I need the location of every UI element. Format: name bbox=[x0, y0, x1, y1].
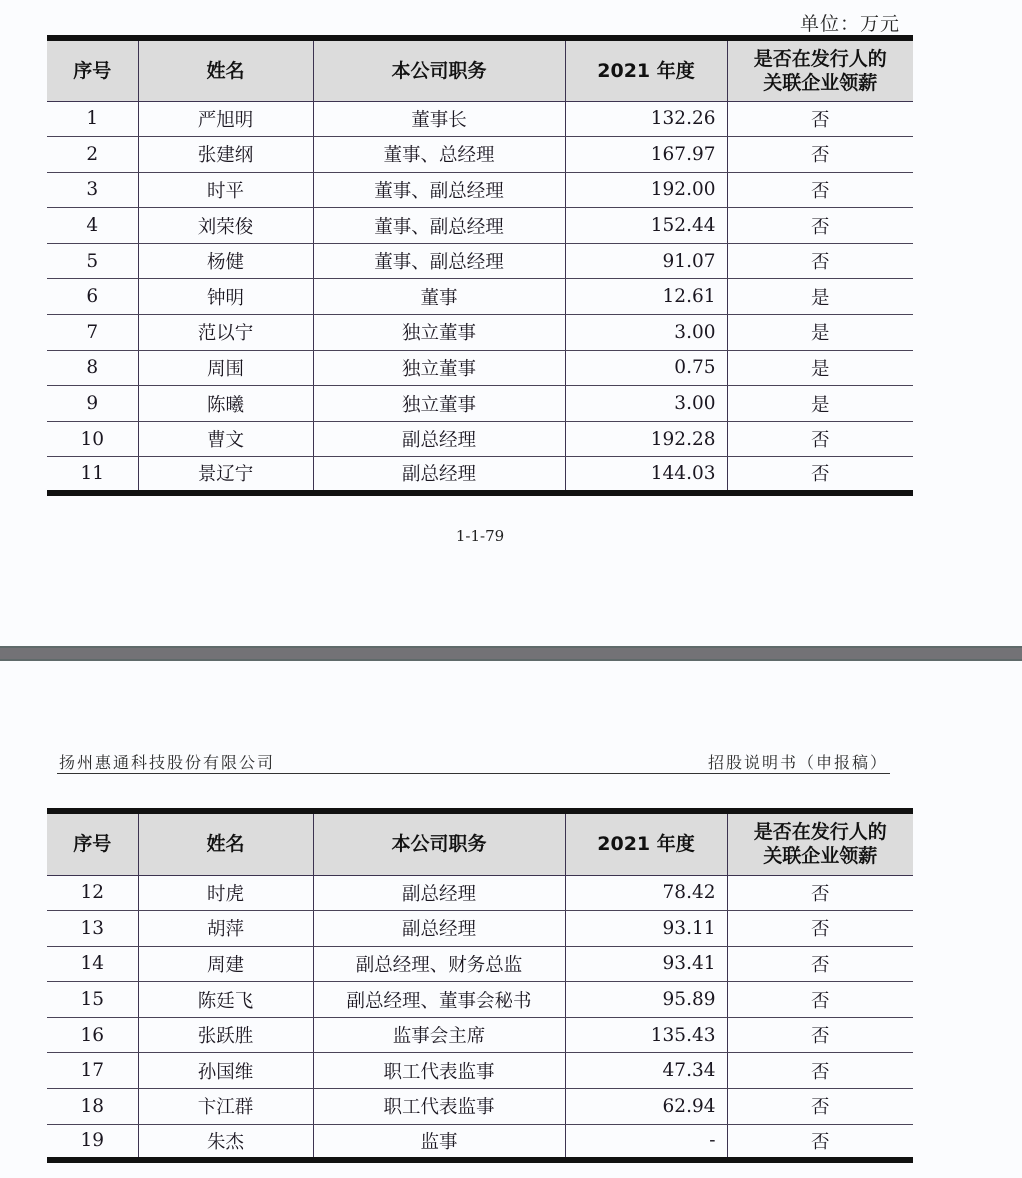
header-index: 序号 bbox=[47, 38, 138, 101]
cell-index: 18 bbox=[47, 1089, 138, 1125]
cell-amount: 135.43 bbox=[565, 1017, 727, 1053]
cell-amount: 3.00 bbox=[565, 315, 727, 351]
cell-position: 董事、副总经理 bbox=[313, 243, 565, 279]
cell-position: 董事 bbox=[313, 279, 565, 315]
compensation-table-part-2 bbox=[47, 808, 913, 1163]
table-row bbox=[47, 421, 913, 457]
cell-amount: 47.34 bbox=[565, 1053, 727, 1089]
cell-related-pay: 是 bbox=[727, 350, 913, 386]
table-row bbox=[47, 911, 913, 947]
cell-amount: 144.03 bbox=[565, 457, 727, 493]
cell-amount: 3.00 bbox=[565, 386, 727, 422]
cell-name: 周围 bbox=[138, 350, 313, 386]
cell-position: 独立董事 bbox=[313, 350, 565, 386]
cell-name: 朱杰 bbox=[138, 1124, 313, 1160]
cell-name: 范以宁 bbox=[138, 315, 313, 351]
cell-name: 陈曦 bbox=[138, 386, 313, 422]
cell-amount: 132.26 bbox=[565, 101, 727, 137]
cell-related-pay: 否 bbox=[727, 1017, 913, 1053]
table-row bbox=[47, 243, 913, 279]
table-row bbox=[47, 946, 913, 982]
cell-index: 5 bbox=[47, 243, 138, 279]
cell-name: 张跃胜 bbox=[138, 1017, 313, 1053]
cell-index: 7 bbox=[47, 315, 138, 351]
cell-related-pay: 否 bbox=[727, 243, 913, 279]
table-row bbox=[47, 350, 913, 386]
cell-related-pay: 否 bbox=[727, 982, 913, 1018]
cell-index: 17 bbox=[47, 1053, 138, 1089]
cell-position: 董事、总经理 bbox=[313, 137, 565, 173]
cell-related-pay: 否 bbox=[727, 421, 913, 457]
header-name: 姓名 bbox=[138, 811, 313, 875]
cell-position: 副总经理、财务总监 bbox=[313, 946, 565, 982]
cell-related-pay: 是 bbox=[727, 386, 913, 422]
cell-amount: 192.28 bbox=[565, 421, 727, 457]
header-position: 本公司职务 bbox=[313, 811, 565, 875]
cell-name: 周建 bbox=[138, 946, 313, 982]
cell-name: 时平 bbox=[138, 172, 313, 208]
cell-related-pay: 否 bbox=[727, 911, 913, 947]
table-row bbox=[47, 208, 913, 244]
cell-index: 12 bbox=[47, 875, 138, 911]
table-header-row bbox=[47, 38, 913, 101]
table-header-row bbox=[47, 811, 913, 875]
cell-related-pay: 否 bbox=[727, 137, 913, 173]
header-position: 本公司职务 bbox=[313, 38, 565, 101]
cell-position: 独立董事 bbox=[313, 386, 565, 422]
cell-name: 刘荣俊 bbox=[138, 208, 313, 244]
cell-amount: 93.11 bbox=[565, 911, 727, 947]
cell-index: 10 bbox=[47, 421, 138, 457]
cell-name: 孙国维 bbox=[138, 1053, 313, 1089]
cell-index: 16 bbox=[47, 1017, 138, 1053]
cell-amount: 152.44 bbox=[565, 208, 727, 244]
cell-name: 钟明 bbox=[138, 279, 313, 315]
cell-amount: 192.00 bbox=[565, 172, 727, 208]
cell-index: 11 bbox=[47, 457, 138, 493]
cell-name: 胡萍 bbox=[138, 911, 313, 947]
cell-index: 9 bbox=[47, 386, 138, 422]
cell-name: 曹文 bbox=[138, 421, 313, 457]
cell-position: 职工代表监事 bbox=[313, 1089, 565, 1125]
table-row bbox=[47, 1089, 913, 1125]
cell-amount: 93.41 bbox=[565, 946, 727, 982]
header-related-line1: 是否在发行人的 bbox=[753, 47, 887, 70]
page-number: 1-1-79 bbox=[455, 527, 505, 545]
cell-amount: 12.61 bbox=[565, 279, 727, 315]
cell-position: 副总经理、董事会秘书 bbox=[313, 982, 565, 1018]
header-year: 2021 年度 bbox=[565, 811, 727, 875]
table-row bbox=[47, 137, 913, 173]
cell-position: 副总经理 bbox=[313, 421, 565, 457]
header-name: 姓名 bbox=[138, 38, 313, 101]
running-header bbox=[57, 750, 890, 774]
cell-related-pay: 否 bbox=[727, 101, 913, 137]
company-name: 扬州惠通科技股份有限公司 bbox=[59, 753, 276, 772]
cell-index: 19 bbox=[47, 1124, 138, 1160]
cell-index: 8 bbox=[47, 350, 138, 386]
document-page-2 bbox=[0, 661, 1022, 1178]
table-row bbox=[47, 875, 913, 911]
cell-position: 独立董事 bbox=[313, 315, 565, 351]
cell-related-pay: 是 bbox=[727, 279, 913, 315]
cell-index: 2 bbox=[47, 137, 138, 173]
cell-index: 3 bbox=[47, 172, 138, 208]
cell-related-pay: 否 bbox=[727, 946, 913, 982]
table-row bbox=[47, 1017, 913, 1053]
table-row bbox=[47, 1124, 913, 1160]
header-related-pay bbox=[727, 38, 913, 101]
cell-related-pay: 否 bbox=[727, 1124, 913, 1160]
cell-index: 1 bbox=[47, 101, 138, 137]
table-row bbox=[47, 172, 913, 208]
cell-position: 副总经理 bbox=[313, 457, 565, 493]
cell-name: 卞江群 bbox=[138, 1089, 313, 1125]
header-year: 2021 年度 bbox=[565, 38, 727, 101]
cell-name: 杨健 bbox=[138, 243, 313, 279]
compensation-table-part-1 bbox=[47, 35, 913, 496]
cell-position: 监事 bbox=[313, 1124, 565, 1160]
document-title: 招股说明书（申报稿） bbox=[707, 753, 888, 772]
cell-related-pay: 否 bbox=[727, 457, 913, 493]
cell-related-pay: 是 bbox=[727, 315, 913, 351]
cell-index: 15 bbox=[47, 982, 138, 1018]
cell-name: 陈廷飞 bbox=[138, 982, 313, 1018]
header-related-line2: 关联企业领薪 bbox=[763, 845, 878, 868]
table-row bbox=[47, 279, 913, 315]
cell-related-pay: 否 bbox=[727, 1089, 913, 1125]
table-row bbox=[47, 386, 913, 422]
cell-index: 6 bbox=[47, 279, 138, 315]
cell-position: 职工代表监事 bbox=[313, 1053, 565, 1089]
header-related-line1: 是否在发行人的 bbox=[753, 821, 887, 844]
cell-index: 4 bbox=[47, 208, 138, 244]
cell-related-pay: 否 bbox=[727, 1053, 913, 1089]
cell-amount: 95.89 bbox=[565, 982, 727, 1018]
cell-amount: 78.42 bbox=[565, 875, 727, 911]
table-row bbox=[47, 1053, 913, 1089]
cell-name: 张建纲 bbox=[138, 137, 313, 173]
cell-related-pay: 否 bbox=[727, 208, 913, 244]
cell-amount: 167.97 bbox=[565, 137, 727, 173]
cell-position: 董事、副总经理 bbox=[313, 172, 565, 208]
cell-position: 监事会主席 bbox=[313, 1017, 565, 1053]
cell-index: 13 bbox=[47, 911, 138, 947]
table-row bbox=[47, 982, 913, 1018]
cell-position: 董事、副总经理 bbox=[313, 208, 565, 244]
table-row bbox=[47, 457, 913, 493]
unit-label: 单位：万元 bbox=[799, 13, 900, 35]
table-row bbox=[47, 101, 913, 137]
cell-amount: - bbox=[565, 1124, 727, 1160]
cell-position: 董事长 bbox=[313, 101, 565, 137]
header-related-line2: 关联企业领薪 bbox=[763, 71, 878, 94]
cell-amount: 0.75 bbox=[565, 350, 727, 386]
cell-related-pay: 否 bbox=[727, 875, 913, 911]
cell-amount: 62.94 bbox=[565, 1089, 727, 1125]
cell-name: 时虎 bbox=[138, 875, 313, 911]
cell-name: 景辽宁 bbox=[138, 457, 313, 493]
table-row bbox=[47, 315, 913, 351]
header-related-pay bbox=[727, 811, 913, 875]
page-separator bbox=[0, 646, 1022, 661]
cell-index: 14 bbox=[47, 946, 138, 982]
cell-amount: 91.07 bbox=[565, 243, 727, 279]
cell-position: 副总经理 bbox=[313, 875, 565, 911]
header-index: 序号 bbox=[47, 811, 138, 875]
cell-related-pay: 否 bbox=[727, 172, 913, 208]
cell-name: 严旭明 bbox=[138, 101, 313, 137]
cell-position: 副总经理 bbox=[313, 911, 565, 947]
